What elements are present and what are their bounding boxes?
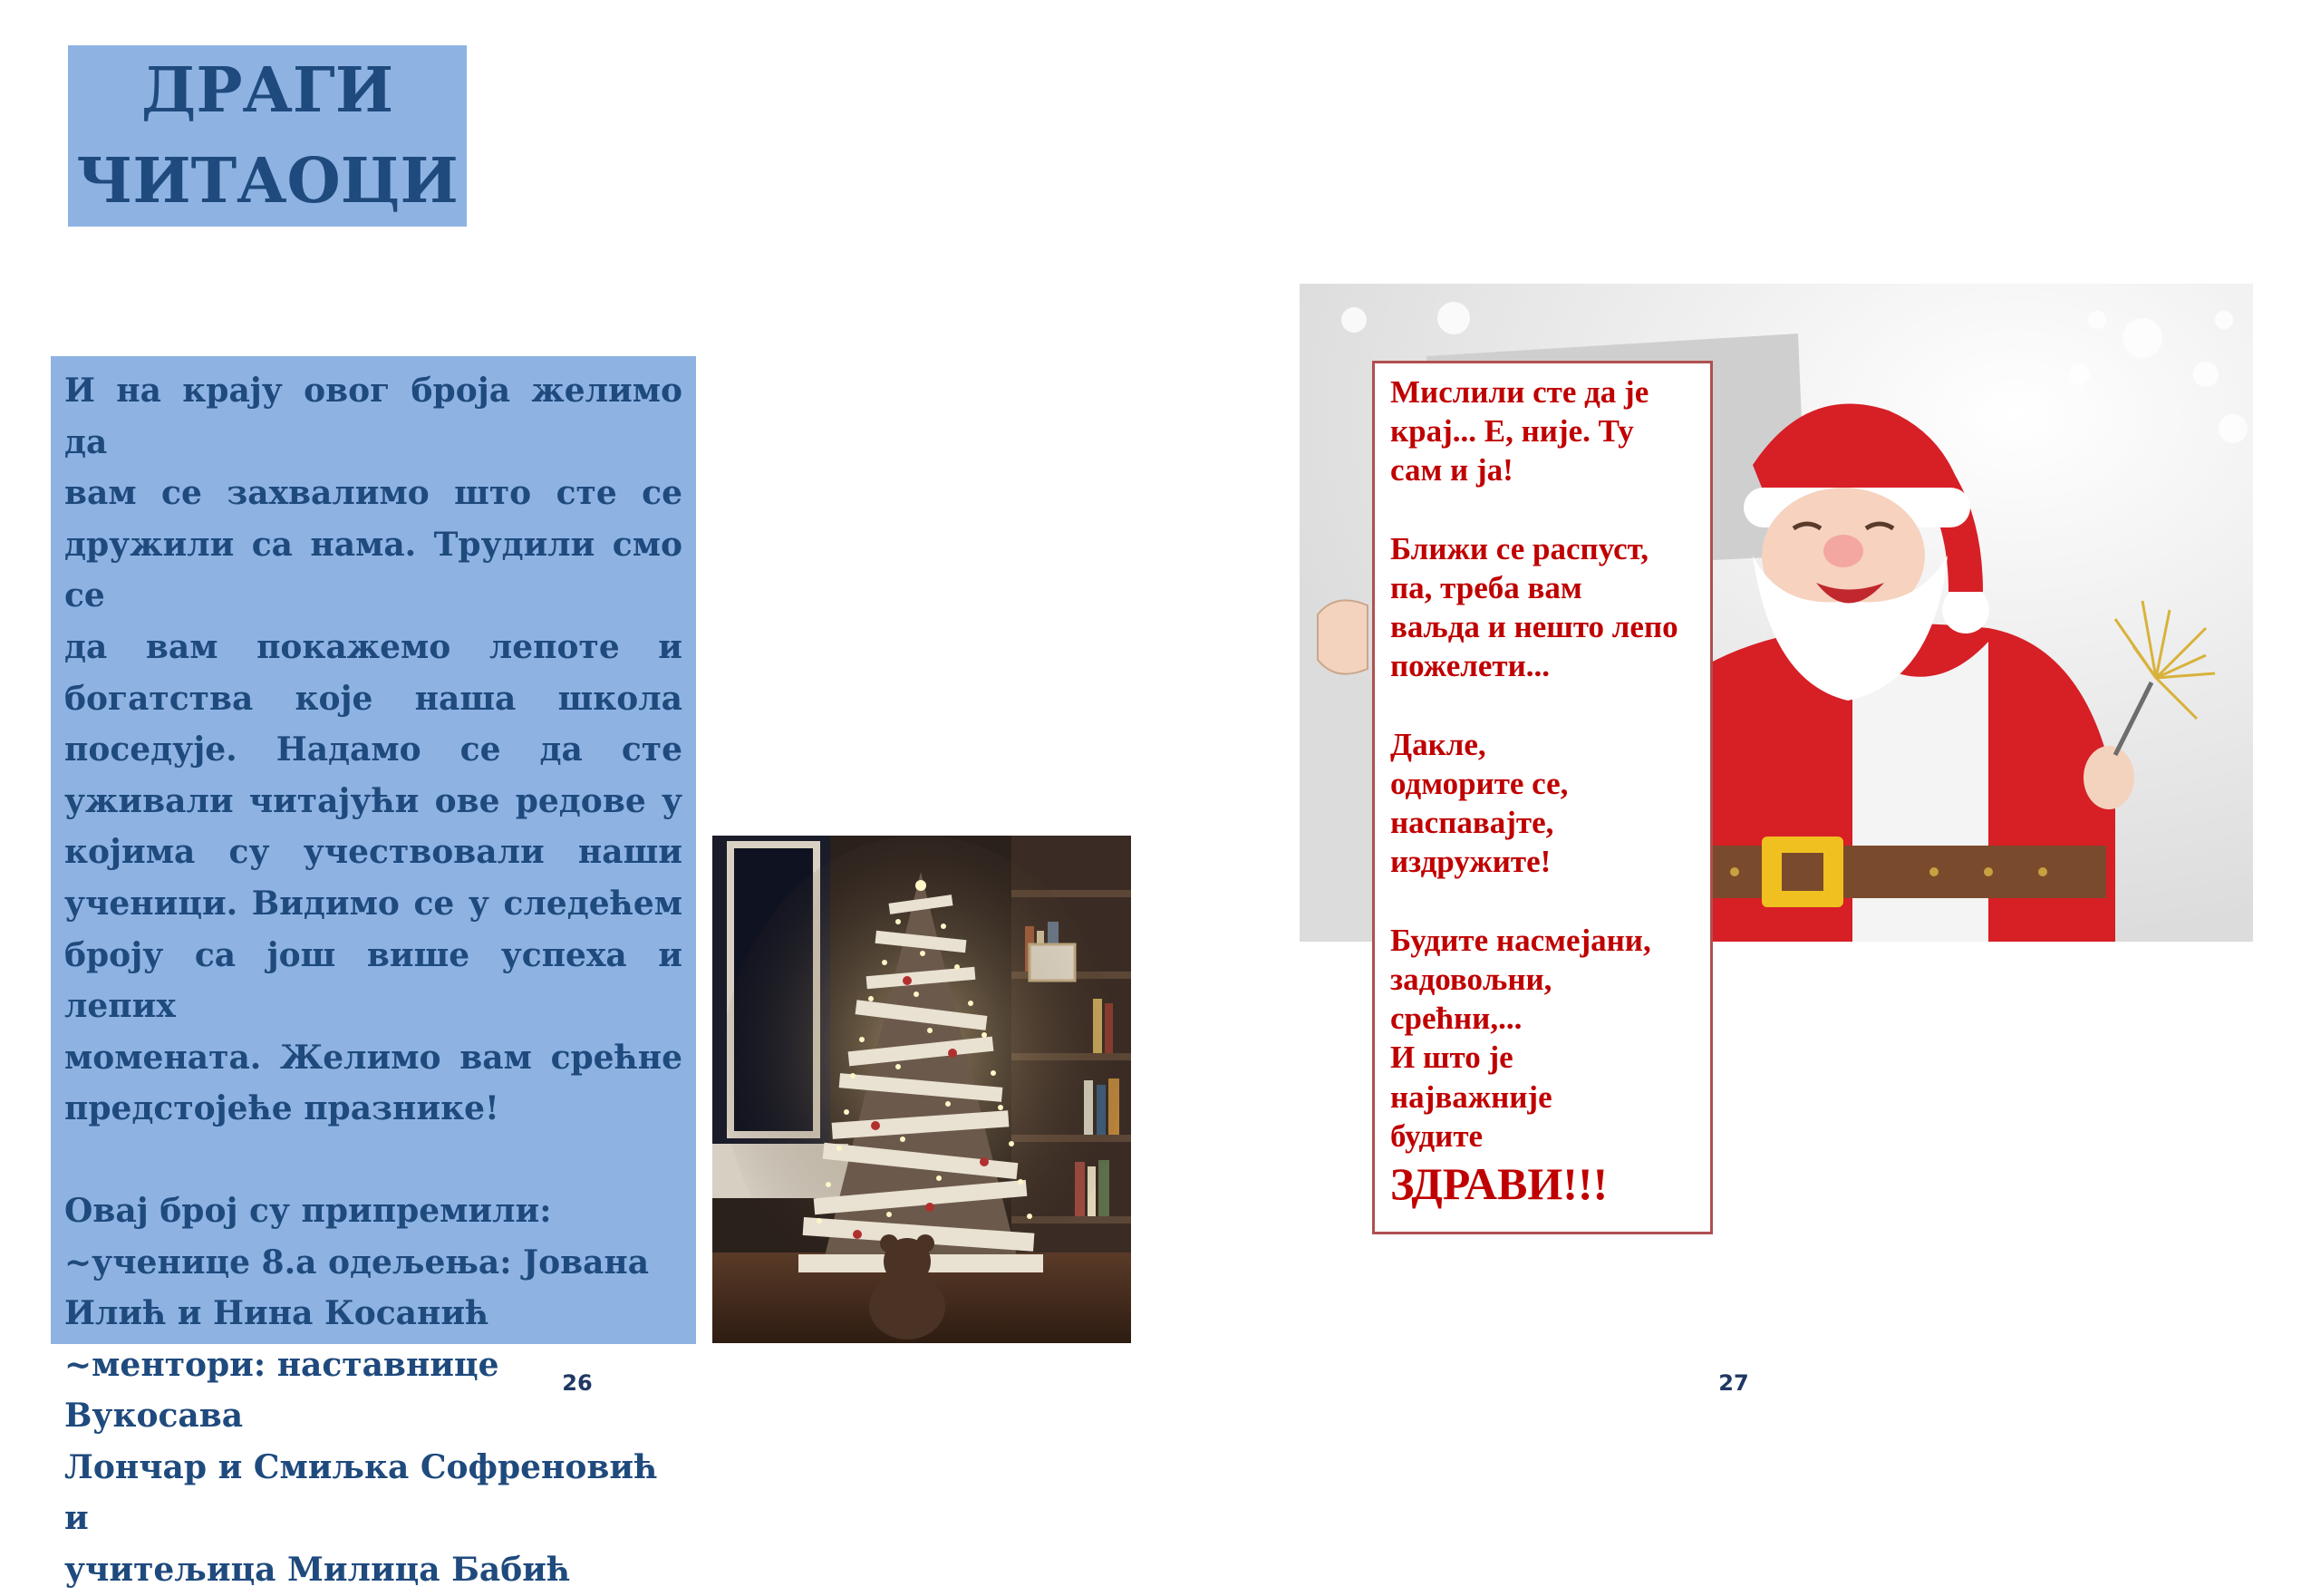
sign-spacer (1390, 686, 1710, 725)
text-line: поседује. Надамо се да сте (64, 730, 682, 769)
sign-line: најважније (1390, 1079, 1552, 1115)
sign-line: крај... Е, није. Ту (1390, 413, 1634, 450)
text-line: броју са још више успеха и лепих (64, 935, 682, 1026)
page-title (68, 45, 467, 227)
sign-spacer (1390, 882, 1710, 921)
text-line: да вам покажемо лепоте и (64, 627, 682, 666)
sign-line: сам и ја! (1390, 452, 1513, 488)
sign-line: издружите! (1390, 844, 1552, 880)
sign-line: наспавајте, (1390, 805, 1554, 841)
sign-line: ваљда и нешто лепо (1390, 609, 1678, 645)
credit-line: Лончар и Смиљка Софреновић и (64, 1447, 658, 1538)
sign-line: Дакле, (1390, 726, 1486, 762)
text-line: И на крају овог броја желимо да (64, 372, 682, 461)
text-line: вам се захвалимо што сте се (64, 474, 682, 513)
sign-line: задовољни, (1390, 962, 1552, 997)
text-line: момената. Желимо вам срећне (64, 1038, 682, 1077)
credit-line: Овај број су припремили: (64, 1191, 552, 1230)
text-line: којима су учествовали наши (64, 833, 682, 872)
page-number: 27 (1718, 1370, 1749, 1396)
text-line: уживали читајући ове редове у (64, 781, 682, 820)
sign-line: одморите се, (1390, 766, 1569, 801)
title-line: ЧИТАОЦИ (76, 145, 459, 218)
santa-sign (1372, 361, 1713, 1234)
sign-spacer (1390, 490, 1710, 529)
page-number: 26 (562, 1370, 593, 1396)
text-line: ученици. Видимо се у следећем (64, 884, 682, 923)
sign-line: срећни,... (1390, 1001, 1523, 1037)
farewell-paragraph (64, 365, 682, 1135)
credit-line: ~ментори: наставнице Вукосава (64, 1345, 499, 1436)
text-line: предстојеће празнике! (64, 1089, 499, 1128)
text-line: богатства које наша школа (64, 679, 682, 718)
sign-line: будите (1390, 1117, 1484, 1154)
credit-line: Илић и Нина Косанић (64, 1294, 489, 1333)
sign-line: И што је (1390, 1040, 1513, 1076)
sign-closing-word: ЗДРАВИ!!! (1390, 1158, 1609, 1210)
sign-line: Будите насмејани, (1390, 922, 1651, 958)
credit-line: учитељица Милица Бабић (64, 1551, 571, 1590)
sign-line: пожелети... (1390, 648, 1551, 684)
sign-line: Ближи се распуст, (1390, 530, 1649, 566)
book-christmas-tree-photo (712, 836, 1131, 1343)
sign-line: Мислили сте да је (1390, 374, 1649, 410)
credit-line: ~ученице 8.а одељења: Јована (64, 1243, 650, 1282)
title-line: ДРАГИ (140, 54, 394, 127)
sign-line: па, треба вам (1390, 570, 1582, 605)
text-line: дружили са нама. Трудили смо се (64, 525, 682, 615)
